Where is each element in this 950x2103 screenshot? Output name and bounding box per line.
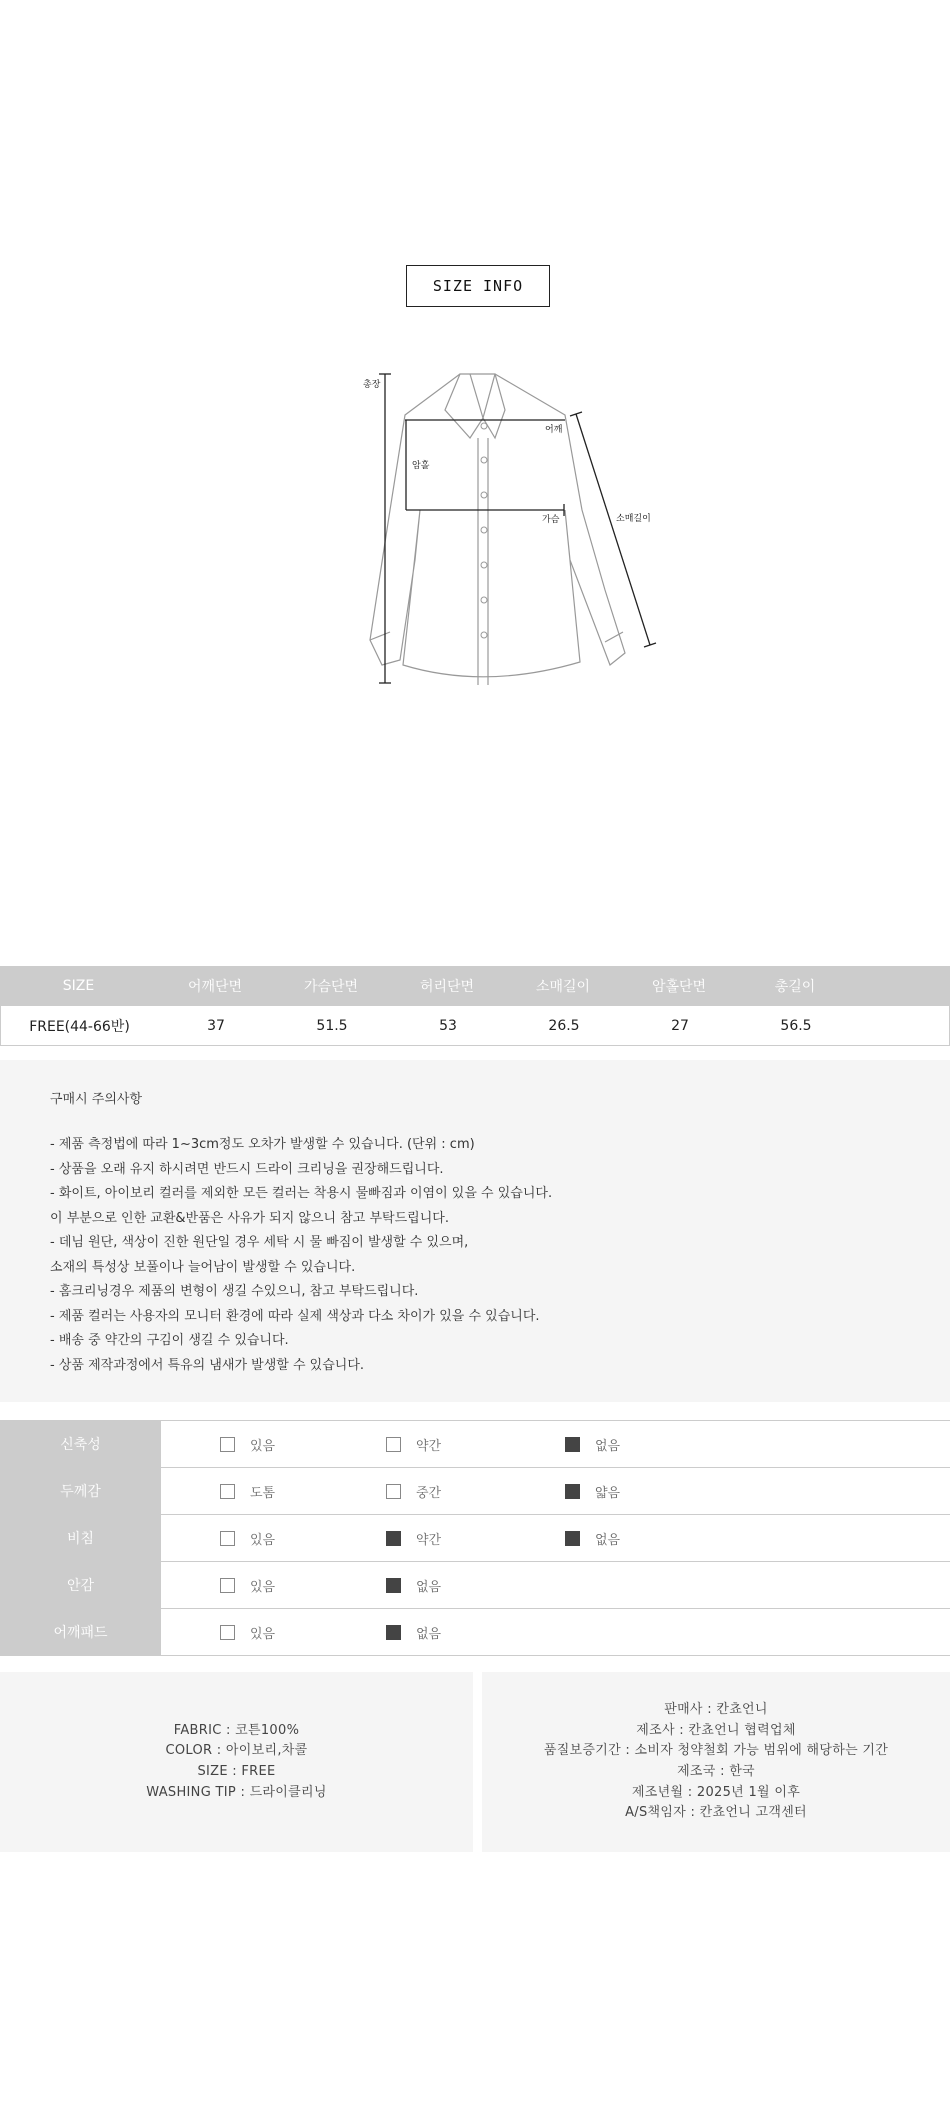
attribute-option[interactable]: [220, 1562, 275, 1608]
checkbox-checked-icon: [565, 1531, 580, 1546]
label-chest: 가슴: [542, 515, 560, 525]
option-label: 도톰: [250, 1485, 276, 1501]
attribute-option[interactable]: [220, 1515, 275, 1561]
attribute-options: [161, 1421, 950, 1467]
size-table: [0, 966, 950, 1046]
attribute-options: [161, 1562, 950, 1608]
checkbox-checked-icon: [386, 1625, 401, 1640]
attribute-option[interactable]: [220, 1468, 275, 1514]
attribute-row-shoulder-pad: [0, 1609, 950, 1656]
checkbox-unchecked-icon: [220, 1578, 235, 1593]
size-header-cell: 허리단면: [419, 979, 475, 995]
label-shoulder: 어깨: [545, 425, 563, 435]
info-manufacturer: 제조사 : 칸쵸언니 협력업체: [636, 1722, 796, 1738]
attribute-row-lining: [0, 1562, 950, 1609]
spec-fabric: FABRIC : 코튼100%: [173, 1722, 300, 1738]
attribute-option[interactable]: [565, 1468, 620, 1514]
shirt-diagram-svg: [320, 360, 660, 700]
checkbox-unchecked-icon: [386, 1437, 401, 1452]
checkbox-unchecked-icon: [220, 1437, 235, 1452]
checkbox-checked-icon: [386, 1578, 401, 1593]
checkbox-checked-icon: [386, 1531, 401, 1546]
option-label: 없음: [416, 1579, 442, 1595]
attribute-option[interactable]: [386, 1468, 441, 1514]
checkbox-unchecked-icon: [220, 1531, 235, 1546]
notice-line: - 상품을 오래 유지 하시려면 반드시 드라이 크리닝을 권장해드립니다.: [50, 1161, 444, 1177]
attribute-row-sheerness: [0, 1515, 950, 1562]
info-as-contact: A/S책임자 : 칸쵸언니 고객센터: [625, 1805, 807, 1821]
product-spec-panel: [0, 1672, 473, 1852]
attribute-options: [161, 1609, 950, 1655]
label-total-length: 총장: [363, 380, 381, 390]
spec-color: COLOR : 아이보리,차콜: [165, 1743, 308, 1759]
attribute-label: 신축성: [0, 1421, 161, 1467]
option-label: 있음: [250, 1532, 276, 1548]
shirt-buttons: [481, 423, 487, 638]
attribute-options: [161, 1468, 950, 1514]
option-label: 얇음: [595, 1485, 621, 1501]
size-header-cell: 암홀단면: [651, 979, 707, 995]
attribute-label: 어깨패드: [0, 1609, 161, 1655]
notice-title: 구매시 주의사항: [50, 1092, 143, 1107]
checkbox-checked-icon: [565, 1437, 580, 1452]
option-label: 없음: [595, 1532, 621, 1548]
checkbox-checked-icon: [565, 1484, 580, 1499]
size-value-cell: 27: [671, 1017, 689, 1034]
attribute-row-stretch: [0, 1421, 950, 1468]
option-label: 중간: [416, 1485, 442, 1501]
option-label: 약간: [416, 1532, 442, 1548]
attribute-option[interactable]: [220, 1421, 275, 1467]
notice-line: 이 부분으로 인한 교환&반품은 사유가 되지 않으니 참고 부탁드립니다.: [50, 1210, 449, 1226]
label-sleeve-length: 소매길이: [616, 514, 651, 524]
size-info-title-text: SIZE INFO: [432, 277, 524, 295]
attribute-options: [161, 1515, 950, 1561]
notice-line: - 제품 컬러는 사용자의 모니터 환경에 따라 실제 색상과 다소 차이가 있을 수 있습니다.: [50, 1308, 540, 1324]
attribute-option[interactable]: [386, 1609, 441, 1655]
attribute-option[interactable]: [565, 1421, 620, 1467]
notice-line: - 화이트, 아이보리 컬러를 제외한 모든 컬러는 착용시 물빠짐과 이염이 있을 수 있습니다.: [50, 1186, 553, 1201]
attribute-option[interactable]: [386, 1421, 441, 1467]
spec-size: SIZE : FREE: [197, 1764, 276, 1779]
option-label: 약간: [416, 1438, 442, 1454]
size-header-cell: 어깨단면: [187, 979, 243, 995]
info-manufacture-date: 제조년월 : 2025년 1월 이후: [631, 1784, 801, 1800]
label-armhole: 암홀: [412, 461, 430, 471]
info-warranty: 품질보증기간 : 소비자 청약철회 가능 범위에 해당하는 기간: [543, 1743, 889, 1759]
size-value-cell: FREE(44-66반): [29, 1018, 130, 1035]
attribute-row-thickness: [0, 1468, 950, 1515]
info-seller: 판매사 : 칸쵸언니: [664, 1702, 768, 1718]
size-header-cell: SIZE: [62, 978, 95, 994]
option-label: 있음: [250, 1579, 276, 1595]
size-header-cell: [853, 966, 950, 1006]
size-value-cell: [854, 1006, 949, 1045]
attribute-option[interactable]: [565, 1515, 620, 1561]
attribute-option[interactable]: [220, 1609, 275, 1655]
checkbox-unchecked-icon: [220, 1625, 235, 1640]
size-value-cell: 26.5: [548, 1017, 580, 1034]
size-header-cell: 총길이: [774, 979, 816, 995]
option-label: 없음: [416, 1626, 442, 1642]
option-label: 있음: [250, 1626, 276, 1642]
notice-line: - 데님 원단, 색상이 진한 원단일 경우 세탁 시 물 빠짐이 발생할 수 있으며,: [50, 1235, 469, 1250]
notice-line: - 제품 측정법에 따라 1~3cm정도 오차가 발생할 수 있습니다. (단위 : cm): [50, 1137, 475, 1152]
size-info-title: [406, 265, 550, 307]
notice-line: - 홈크리닝경우 제품의 변형이 생길 수있으니, 참고 부탁드립니다.: [50, 1284, 419, 1299]
notice-line: 소재의 특성상 보풀이나 늘어남이 발생할 수 있습니다.: [50, 1259, 356, 1275]
checkbox-unchecked-icon: [386, 1484, 401, 1499]
attribute-option[interactable]: [386, 1515, 441, 1561]
size-value-cell: 37: [207, 1017, 225, 1034]
attribute-label: 두께감: [0, 1468, 161, 1514]
purchase-notice: [0, 1060, 950, 1402]
spec-washing-tip: WASHING TIP : 드라이클리닝: [146, 1784, 327, 1800]
size-table-header: [0, 966, 950, 1006]
size-table-row: [0, 1006, 950, 1046]
size-header-cell: 가슴단면: [303, 979, 359, 995]
size-header-cell: 소매길이: [535, 979, 591, 995]
notice-line: - 상품 제작과정에서 특유의 냄새가 발생할 수 있습니다.: [50, 1357, 365, 1373]
attribute-label: 안감: [0, 1562, 161, 1608]
info-origin: 제조국 : 한국: [677, 1764, 755, 1779]
notice-line: - 배송 중 약간의 구김이 생길 수 있습니다.: [50, 1333, 289, 1348]
option-label: 있음: [250, 1438, 276, 1454]
size-value-cell: 51.5: [316, 1017, 348, 1034]
checkbox-unchecked-icon: [220, 1484, 235, 1499]
attribute-option[interactable]: [386, 1562, 441, 1608]
seller-info-panel: [482, 1672, 950, 1852]
fabric-attributes-table: [0, 1420, 950, 1656]
size-value-cell: 56.5: [780, 1017, 812, 1034]
attribute-label: 비침: [0, 1515, 161, 1561]
shirt-measurement-diagram: [320, 360, 660, 700]
option-label: 없음: [595, 1438, 621, 1454]
size-value-cell: 53: [439, 1017, 457, 1034]
